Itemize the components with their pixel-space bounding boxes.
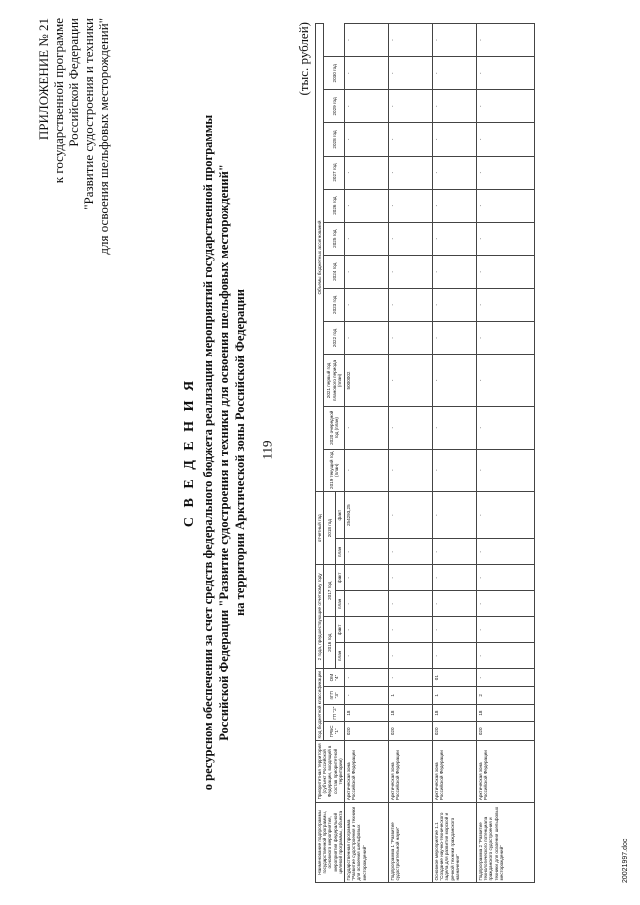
header-2017: 2017 год: [324, 565, 336, 617]
row-value: -: [477, 90, 535, 123]
row-value: -: [433, 189, 477, 222]
row-value: -: [433, 591, 477, 617]
header-name: Наименование подпрограммы государственной программы, основного мероприятия, мероприятия федеральной целевой программы, объекта: [316, 802, 345, 882]
row-value: -: [345, 617, 389, 643]
row-pgp: 1: [433, 687, 477, 705]
title-line: Российской Федерации "Развитие судостроения и техники для освоения шельфовых месторождений": [217, 164, 231, 741]
header-2016: 2016 год: [324, 617, 336, 669]
row-om: -: [389, 669, 433, 687]
row-value: -: [477, 492, 535, 539]
header-fact: факт: [335, 617, 344, 643]
row-grbs: 020: [345, 722, 389, 741]
resource-table: [315, 23, 535, 883]
row-value: -: [389, 617, 433, 643]
row-om: -: [345, 669, 389, 687]
row-value: -: [477, 24, 535, 57]
row-value: -: [433, 406, 477, 449]
row-value: -: [433, 492, 477, 539]
row-value: -: [477, 189, 535, 222]
header-2019: 2019 текущий год (план): [324, 449, 345, 492]
header-2029: 2029 год: [324, 90, 345, 123]
header-2020: 2020 очередной год (план): [324, 406, 345, 449]
row-grbs: 020: [389, 722, 433, 741]
row-value: -: [389, 565, 433, 591]
header-fact: факт: [335, 492, 344, 539]
row-value: -: [345, 288, 389, 321]
document-title: [182, 80, 248, 825]
row-value: -: [389, 406, 433, 449]
row-value: -: [345, 222, 389, 255]
row-value: -: [433, 288, 477, 321]
row-value: -: [389, 222, 433, 255]
row-territory: Арктическая зона Российской Федерации: [389, 741, 433, 802]
row-value: -: [389, 539, 433, 565]
row-territory: Арктическая зона Российской Федерации: [477, 741, 535, 802]
row-name: Основное мероприятие 1.1 "Создание научно-технического задела для развития морской и речной техники гражданского назначения": [433, 802, 477, 882]
row-value: -: [389, 643, 433, 669]
row-grbs: 020: [433, 722, 477, 741]
row-gp: 18: [345, 704, 389, 722]
table-row: [389, 24, 433, 883]
row-value: -: [345, 643, 389, 669]
row-value: -: [389, 24, 433, 57]
row-value: -: [345, 57, 389, 90]
row-value: -: [345, 321, 389, 354]
file-name: 20021997.doc: [622, 838, 629, 883]
appendix-line: для освоения шельфовых месторождений": [96, 18, 111, 255]
row-value: -: [477, 565, 535, 591]
title-line: о ресурсном обеспечении за счет средств федерального бюджета реализации мероприятий государственной программы: [201, 114, 215, 791]
row-om: 01: [433, 669, 477, 687]
row-value: -: [389, 449, 433, 492]
appendix-line: "Развитие судостроения и техники: [81, 18, 96, 210]
table-row: [345, 24, 389, 883]
row-value: -: [433, 222, 477, 255]
table-row: [477, 24, 535, 883]
table-body: [345, 24, 535, 883]
header-2022: 2022 год: [324, 321, 345, 354]
row-om: -: [477, 669, 535, 687]
row-grbs: 020: [477, 722, 535, 741]
header-volumes: Объемы бюджетных ассигнований: [316, 24, 324, 492]
row-value: -: [345, 156, 389, 189]
row-value: 5000002: [345, 354, 389, 406]
row-value: -: [345, 449, 389, 492]
row-value: -: [477, 539, 535, 565]
appendix-line: Российской Федерации: [66, 18, 81, 147]
row-value: -: [477, 156, 535, 189]
row-value: -: [477, 643, 535, 669]
row-value: -: [477, 222, 535, 255]
header-plan: план: [335, 539, 344, 565]
row-pgp: 2: [477, 687, 535, 705]
row-value: -: [433, 156, 477, 189]
row-value: -: [389, 156, 433, 189]
row-value: -: [389, 288, 433, 321]
row-value: -: [345, 189, 389, 222]
title-line: на территории Арктической зоны Российской Федерации: [233, 289, 247, 616]
header-grbs: ГРБС "1": [324, 722, 345, 741]
header-reporting: отчетный год: [316, 492, 324, 565]
row-value: -: [433, 354, 477, 406]
header-2024: 2024 год: [324, 255, 345, 288]
row-value: -: [433, 24, 477, 57]
row-value: -: [477, 449, 535, 492]
row-pgp: 1: [389, 687, 433, 705]
row-value: -: [389, 123, 433, 156]
row-value: -: [477, 354, 535, 406]
page-number: 119: [259, 440, 275, 460]
row-value: -: [389, 189, 433, 222]
header-pgp: пГП "3": [324, 687, 345, 705]
header-2023: 2023 год: [324, 288, 345, 321]
row-value: -: [477, 288, 535, 321]
row-value: -: [345, 406, 389, 449]
row-value: -: [433, 449, 477, 492]
header-fact: факт: [335, 565, 344, 591]
row-name: Подпрограмма 1 "Развитие судостроительной науки": [389, 802, 433, 882]
header-om: ОМ "4": [324, 669, 345, 687]
header-2027: 2027 год: [324, 156, 345, 189]
title-heading: С В Е Д Е Н И Я: [182, 377, 197, 528]
row-territory: Арктическая зона Российской Федерации: [433, 741, 477, 802]
header-2018: 2018 год: [324, 492, 336, 565]
header-two-years: 2 года, предшествующие отчетному году: [316, 565, 324, 669]
appendix-line: ПРИЛОЖЕНИЕ № 21: [36, 18, 51, 141]
row-value: -: [433, 643, 477, 669]
row-name: Государственная программа "Развитие судостроения и техники для освоения шельфовых месторождений": [345, 802, 389, 882]
header-2025: 2025 год: [324, 222, 345, 255]
row-gp: 18: [477, 704, 535, 722]
row-value: -: [345, 591, 389, 617]
row-value: -: [477, 255, 535, 288]
row-value: -: [345, 24, 389, 57]
row-value: -: [345, 539, 389, 565]
row-value: -: [433, 539, 477, 565]
appendix-line: к государственной программе: [51, 18, 66, 184]
header-2021: 2021 первый год планового периода (план): [324, 354, 345, 406]
header-2028: 2028 год: [324, 123, 345, 156]
row-name: Подпрограмма 2 "Развитие технологического потенциала гражданского судостроения и техники для освоения шельфовых месторождений": [477, 802, 535, 882]
header-gp: ГП "2": [324, 704, 345, 722]
row-value: -: [345, 565, 389, 591]
row-gp: 18: [433, 704, 477, 722]
row-value: -: [433, 617, 477, 643]
header-2030: 2030 год: [324, 57, 345, 90]
row-territory: Арктическая зона Российской Федерации: [345, 741, 389, 802]
row-value: -: [477, 406, 535, 449]
row-value: -: [389, 354, 433, 406]
row-value: -: [433, 255, 477, 288]
header-plan: план: [335, 643, 344, 669]
row-value: -: [477, 321, 535, 354]
row-value: -: [389, 90, 433, 123]
row-value: -: [389, 492, 433, 539]
header-2026: 2026 год: [324, 189, 345, 222]
appendix-header: [36, 18, 111, 398]
row-value: -: [389, 255, 433, 288]
units-label: (тыс. рублей): [296, 22, 311, 96]
row-value: -: [477, 123, 535, 156]
row-gp: 18: [389, 704, 433, 722]
header-bk-group: Код бюджетной классификации: [316, 669, 324, 741]
header-plan: план: [335, 591, 344, 617]
row-pgp: -: [345, 687, 389, 705]
row-value: -: [433, 57, 477, 90]
row-value: -: [345, 255, 389, 288]
row-value: -: [433, 123, 477, 156]
row-value: -: [477, 57, 535, 90]
row-value: -: [389, 591, 433, 617]
row-value: -: [345, 123, 389, 156]
row-value: -: [477, 617, 535, 643]
row-value: 254293,25: [345, 492, 389, 539]
row-value: -: [345, 90, 389, 123]
table-row: [433, 24, 477, 883]
row-value: -: [433, 565, 477, 591]
row-value: -: [389, 57, 433, 90]
row-value: -: [389, 321, 433, 354]
row-value: -: [433, 90, 477, 123]
header-territory: Приоритетная территория (субъект Российской Федерации, входящий в состав приоритетной территории): [316, 741, 345, 802]
row-value: -: [433, 321, 477, 354]
row-value: -: [477, 591, 535, 617]
